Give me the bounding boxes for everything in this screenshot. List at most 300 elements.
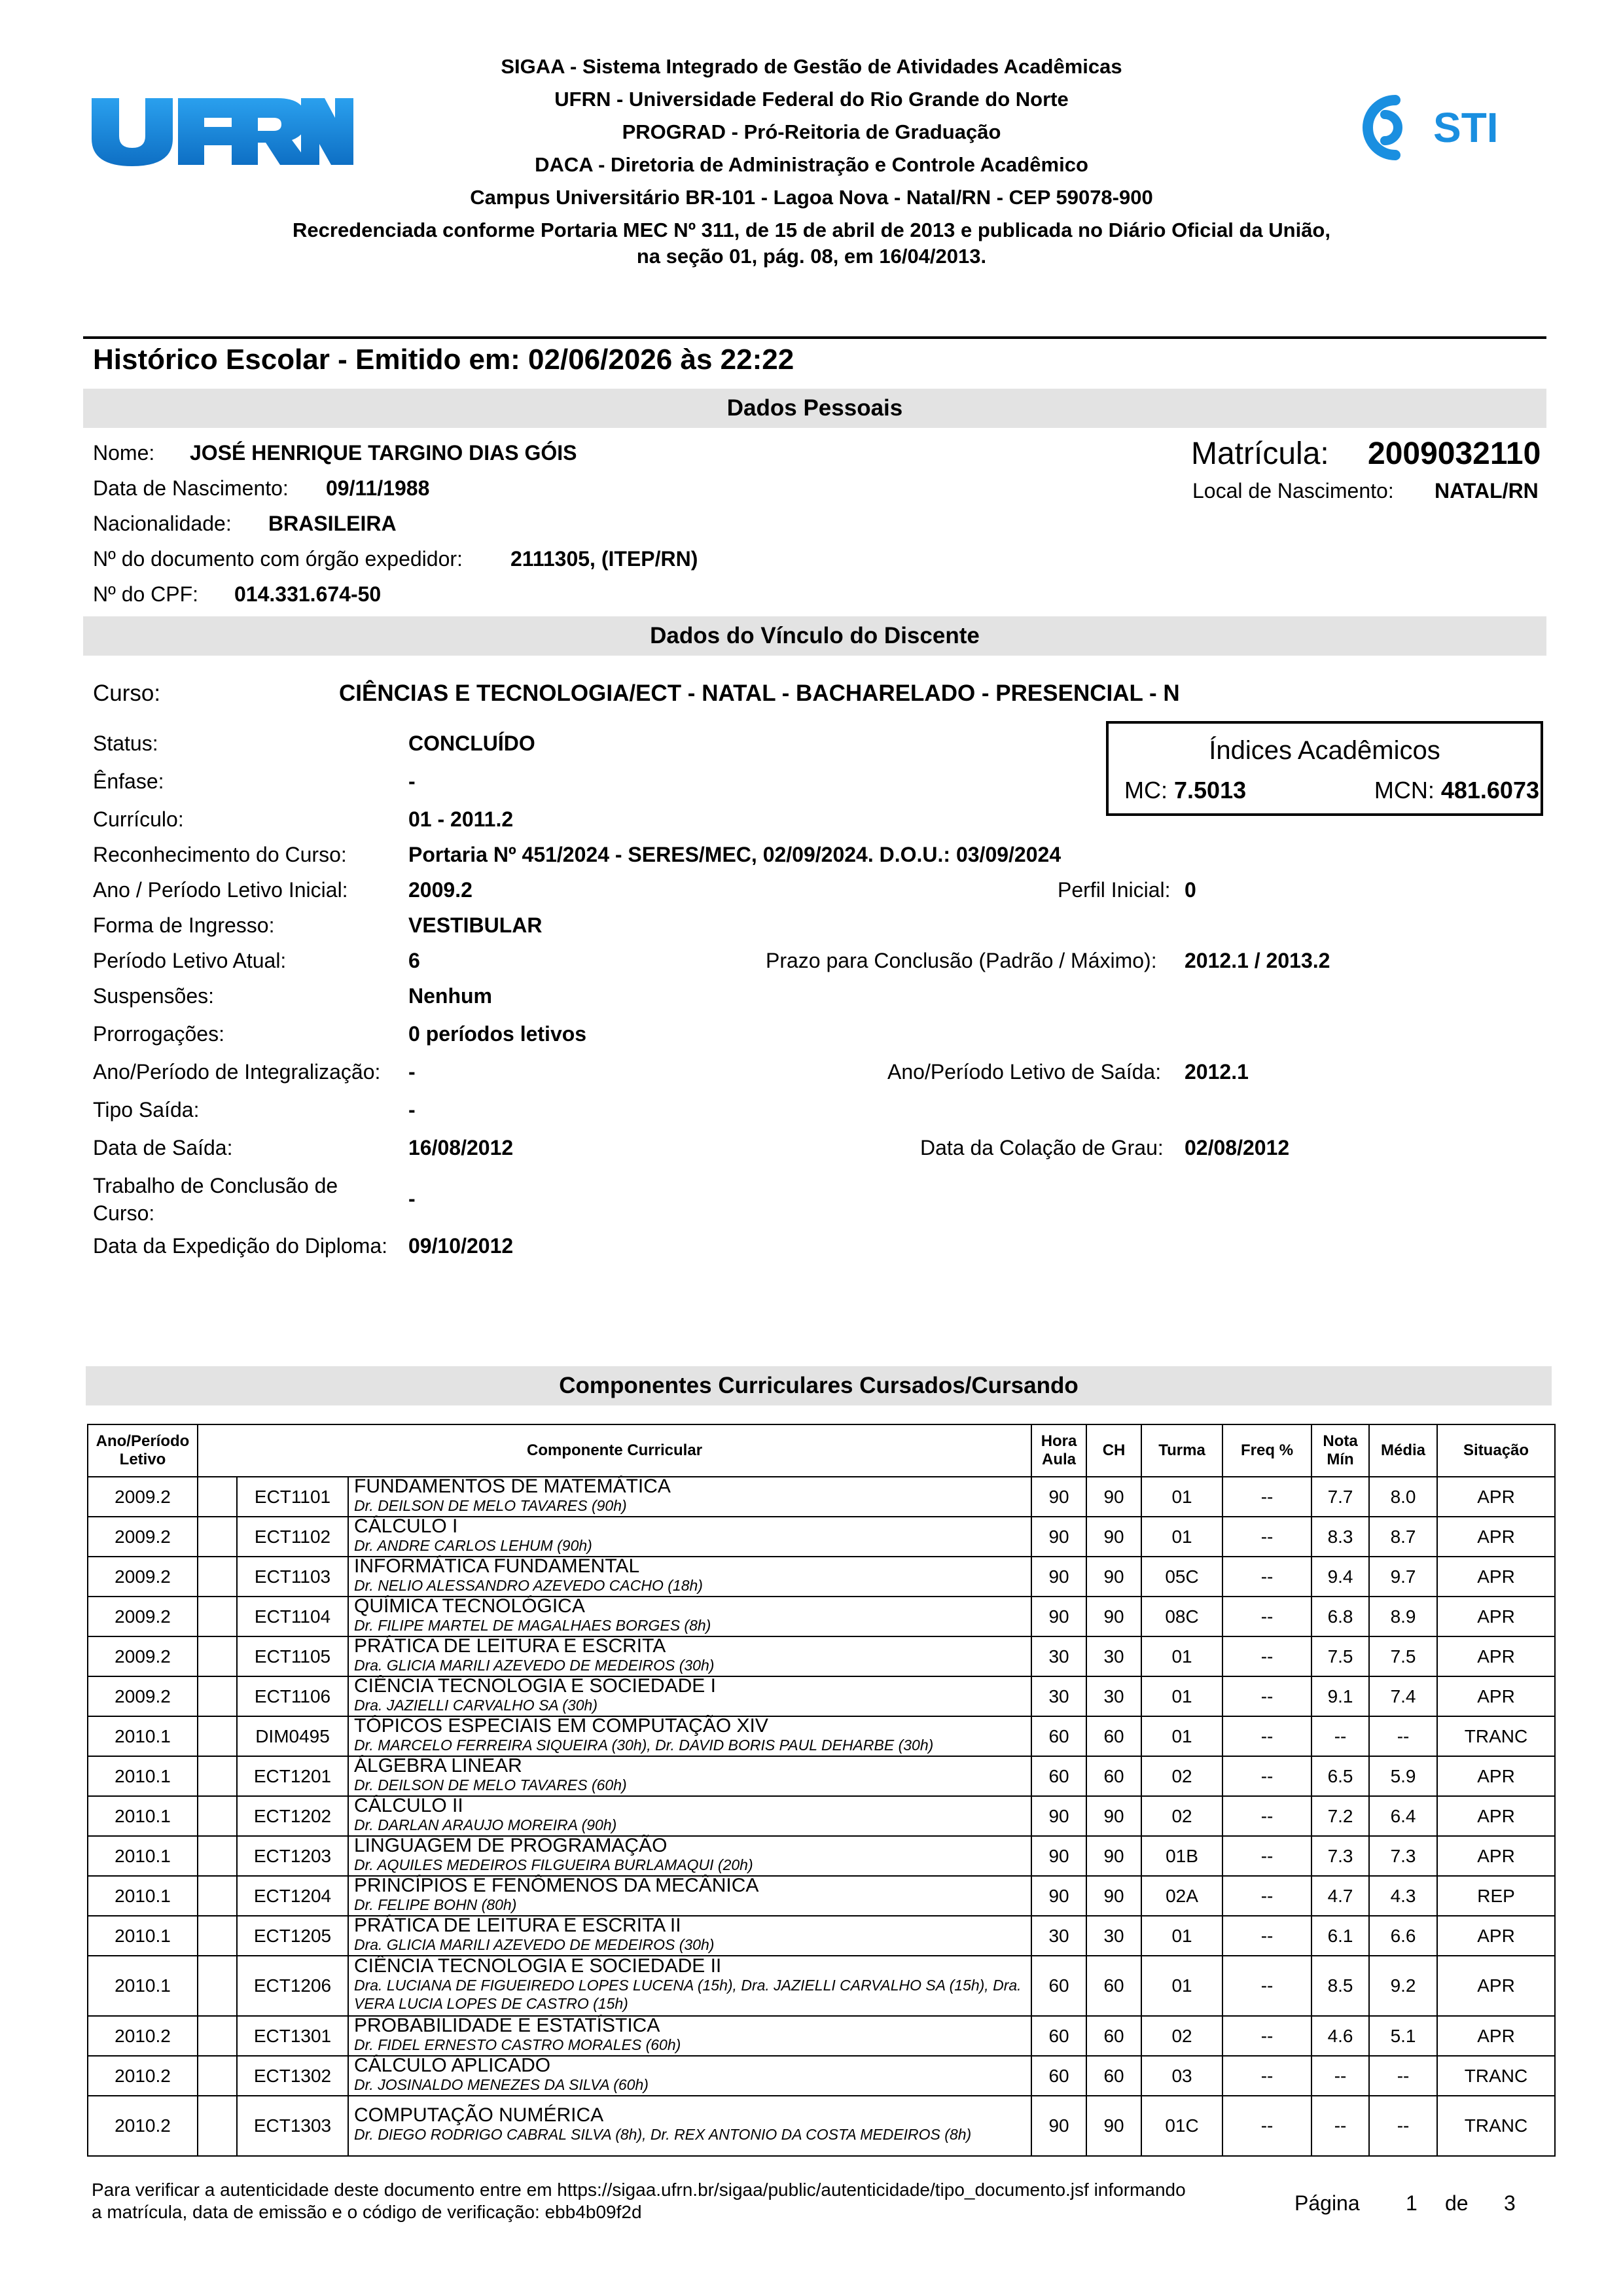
componente-docente: Dra. GLICIA MARILI AZEVEDO DE MEDEIROS (30h) xyxy=(354,1656,715,1674)
componente-cell xyxy=(348,1597,1031,1636)
nota-min-cell: 8.5 xyxy=(1311,1956,1369,2016)
turma-cell: 02 xyxy=(1141,1796,1222,1836)
media-cell: -- xyxy=(1369,2056,1437,2096)
nota-min-cell: 6.5 xyxy=(1311,1756,1369,1796)
turma-cell: 02A xyxy=(1141,1876,1222,1916)
ano-cell: 2010.1 xyxy=(88,1756,198,1796)
freq-cell: -- xyxy=(1222,1836,1311,1876)
nota-min-cell: -- xyxy=(1311,2056,1369,2096)
table-row xyxy=(88,1876,1555,1916)
ano-cell: 2009.2 xyxy=(88,1557,198,1597)
componente-docente: Dra. JAZIELLI CARVALHO SA (30h) xyxy=(354,1696,597,1714)
turma-cell: 02 xyxy=(1141,2016,1222,2056)
componente-nome: PRÁTICA DE LEITURA E ESCRITA xyxy=(354,1634,666,1657)
ano-inicial-label: Ano / Período Letivo Inicial: xyxy=(93,878,348,902)
freq-cell: -- xyxy=(1222,1517,1311,1557)
table-row xyxy=(88,1477,1555,1517)
pagina-label: Página xyxy=(1294,2191,1360,2215)
turma-cell: 01 xyxy=(1141,1517,1222,1557)
flag-cell xyxy=(198,1796,237,1836)
componente-docente: Dr. DIEGO RODRIGO CABRAL SILVA (8h), Dr. REX ANTONIO DA COSTA MEDEIROS (8h) xyxy=(354,2126,972,2143)
codigo-cell: ECT1202 xyxy=(237,1796,348,1836)
turma-cell: 02 xyxy=(1141,1756,1222,1796)
forma-ingresso-label: Forma de Ingresso: xyxy=(93,913,275,937)
componente-nome: QUÍMICA TECNOLÓGICA xyxy=(354,1595,585,1617)
header-line-prograd: PROGRAD - Pró-Reitoria de Graduação xyxy=(622,120,1001,143)
nota-min-cell: 9.4 xyxy=(1311,1557,1369,1597)
mc-label: MC: xyxy=(1124,777,1168,804)
col-ch: CH xyxy=(1086,1424,1141,1477)
ano-cell: 2010.1 xyxy=(88,1956,198,2016)
prorrogacoes-value: 0 períodos letivos xyxy=(408,1022,587,1046)
freq-cell: -- xyxy=(1222,1956,1311,2016)
componente-nome: PRÁTICA DE LEITURA E ESCRITA II xyxy=(354,1914,681,1936)
componente-nome: FUNDAMENTOS DE MATEMÁTICA xyxy=(354,1475,671,1497)
nota-min-cell: 7.2 xyxy=(1311,1796,1369,1836)
table-row xyxy=(88,1676,1555,1716)
ch-cell: 60 xyxy=(1086,1716,1141,1756)
componente-nome: TÓPICOS ESPECIAIS EM COMPUTAÇÃO XIV xyxy=(354,1714,768,1737)
componente-docente: Dr. NELIO ALESSANDRO AZEVEDO CACHO (18h) xyxy=(354,1576,703,1594)
media-cell: 8.9 xyxy=(1369,1597,1437,1636)
turma-cell: 01 xyxy=(1141,1676,1222,1716)
status-label: Status: xyxy=(93,732,158,755)
freq-cell: -- xyxy=(1222,1676,1311,1716)
table-row xyxy=(88,2016,1555,2056)
componente-cell xyxy=(348,2096,1031,2156)
turma-cell: 01B xyxy=(1141,1836,1222,1876)
codigo-cell: ECT1104 xyxy=(237,1597,348,1636)
data-saida-label: Data de Saída: xyxy=(93,1136,233,1159)
situacao-cell: APR xyxy=(1437,1517,1555,1557)
componente-nome: LINGUAGEM DE PROGRAMAÇÃO xyxy=(354,1834,668,1856)
ch-cell: 90 xyxy=(1086,1557,1141,1597)
col-nota-min-line1: Nota xyxy=(1323,1432,1358,1450)
title-rule xyxy=(83,336,1546,339)
ch-cell: 90 xyxy=(1086,1477,1141,1517)
pagina-de-label: de xyxy=(1445,2191,1469,2215)
componente-cell xyxy=(348,1636,1031,1676)
componente-cell xyxy=(348,1916,1031,1956)
ch-cell: 60 xyxy=(1086,2056,1141,2096)
turma-cell: 08C xyxy=(1141,1597,1222,1636)
mcn-value: 481.6073 xyxy=(1440,777,1539,804)
data-saida-value: 16/08/2012 xyxy=(408,1136,514,1159)
table-row xyxy=(88,1557,1555,1597)
flag-cell xyxy=(198,1517,237,1557)
codigo-cell: ECT1101 xyxy=(237,1477,348,1517)
componente-docente: Dr. FELIPE BOHN (80h) xyxy=(354,1896,517,1913)
header-line-sigaa: SIGAA - Sistema Integrado de Gestão de Atividades Acadêmicas xyxy=(501,55,1122,78)
codigo-cell: ECT1102 xyxy=(237,1517,348,1557)
col-hora-aula-line1: Hora xyxy=(1041,1432,1077,1450)
componente-cell xyxy=(348,1836,1031,1876)
prazo-conclusao-label: Prazo para Conclusão (Padrão / Máximo): xyxy=(766,949,1157,972)
components-table xyxy=(87,1424,1556,2157)
hora-aula-cell: 90 xyxy=(1031,1517,1086,1557)
flag-cell xyxy=(198,1597,237,1636)
nota-min-cell: 4.7 xyxy=(1311,1876,1369,1916)
hora-aula-cell: 90 xyxy=(1031,1477,1086,1517)
ch-cell: 90 xyxy=(1086,1836,1141,1876)
nacionalidade-label: Nacionalidade: xyxy=(93,512,232,535)
nota-min-cell: -- xyxy=(1311,1716,1369,1756)
integralizacao-value: - xyxy=(408,1060,416,1084)
mc-index xyxy=(1124,776,1246,805)
media-cell: 8.7 xyxy=(1369,1517,1437,1557)
suspensoes-value: Nenhum xyxy=(408,984,492,1008)
hora-aula-cell: 60 xyxy=(1031,2056,1086,2096)
ano-inicial-value: 2009.2 xyxy=(408,878,473,902)
nascimento-value: 09/11/1988 xyxy=(326,476,430,500)
nome-label: Nome: xyxy=(93,441,155,465)
freq-cell: -- xyxy=(1222,2056,1311,2096)
flag-cell xyxy=(198,2056,237,2096)
codigo-cell: ECT1105 xyxy=(237,1636,348,1676)
table-row xyxy=(88,1916,1555,1956)
componente-nome: PROBABILIDADE E ESTATÍSTICA xyxy=(354,2014,660,2036)
ch-cell: 90 xyxy=(1086,1876,1141,1916)
codigo-cell: ECT1302 xyxy=(237,2056,348,2096)
header-line-secao: na seção 01, pág. 08, em 16/04/2013. xyxy=(636,245,987,268)
componente-cell xyxy=(348,1517,1031,1557)
hora-aula-cell: 30 xyxy=(1031,1676,1086,1716)
media-cell: 8.0 xyxy=(1369,1477,1437,1517)
pagina-total: 3 xyxy=(1504,2191,1516,2215)
col-hora-aula xyxy=(1031,1424,1086,1477)
perfil-inicial-label: Perfil Inicial: xyxy=(1058,878,1171,902)
documento-label: Nº do documento com órgão expedidor: xyxy=(93,547,463,571)
table-row xyxy=(88,1597,1555,1636)
componente-docente: Dr. DEILSON DE MELO TAVARES (90h) xyxy=(354,1496,627,1514)
freq-cell: -- xyxy=(1222,1916,1311,1956)
freq-cell: -- xyxy=(1222,1716,1311,1756)
nome-value: JOSÉ HENRIQUE TARGINO DIAS GÓIS xyxy=(190,441,577,465)
turma-cell: 01 xyxy=(1141,1636,1222,1676)
expedicao-diploma-value: 09/10/2012 xyxy=(408,1234,514,1258)
media-cell: 5.9 xyxy=(1369,1756,1437,1796)
turma-cell: 01C xyxy=(1141,2096,1222,2156)
curso-value: CIÊNCIAS E TECNOLOGIA/ECT - NATAL - BACHARELADO - PRESENCIAL - N xyxy=(339,680,1180,706)
colacao-grau-value: 02/08/2012 xyxy=(1185,1136,1290,1159)
situacao-cell: APR xyxy=(1437,1916,1555,1956)
reconhecimento-label: Reconhecimento do Curso: xyxy=(93,843,347,866)
mc-value: 7.5013 xyxy=(1174,777,1247,804)
turma-cell: 01 xyxy=(1141,1716,1222,1756)
situacao-cell: TRANC xyxy=(1437,2096,1555,2156)
indices-academicos-box xyxy=(1106,721,1543,816)
ch-cell: 30 xyxy=(1086,1676,1141,1716)
hora-aula-cell: 60 xyxy=(1031,1956,1086,2016)
componente-cell xyxy=(348,1676,1031,1716)
codigo-cell: ECT1106 xyxy=(237,1676,348,1716)
componente-cell xyxy=(348,1477,1031,1517)
flag-cell xyxy=(198,1676,237,1716)
ano-cell: 2009.2 xyxy=(88,1636,198,1676)
situacao-cell: APR xyxy=(1437,1756,1555,1796)
document-title: Histórico Escolar - Emitido em: 02/06/2026 às 22:22 xyxy=(93,344,794,376)
reconhecimento-value: Portaria Nº 451/2024 - SERES/MEC, 02/09/2024. D.O.U.: 03/09/2024 xyxy=(408,843,1061,866)
flag-cell xyxy=(198,2096,237,2156)
pagina-number: 1 xyxy=(1406,2191,1418,2215)
componente-docente: Dr. FILIPE MARTEL DE MAGALHAES BORGES (8h) xyxy=(354,1616,711,1634)
componente-nome: CÁLCULO APLICADO xyxy=(354,2054,551,2076)
col-ano-periodo xyxy=(88,1424,198,1477)
componente-cell xyxy=(348,1876,1031,1916)
componente-nome: ÁLGEBRA LINEAR xyxy=(354,1754,522,1776)
col-freq: Freq % xyxy=(1222,1424,1311,1477)
situacao-cell: TRANC xyxy=(1437,1716,1555,1756)
ano-cell: 2010.2 xyxy=(88,2056,198,2096)
hora-aula-cell: 90 xyxy=(1031,1836,1086,1876)
nota-min-cell: 8.3 xyxy=(1311,1517,1369,1557)
hora-aula-cell: 90 xyxy=(1031,1876,1086,1916)
turma-cell: 05C xyxy=(1141,1557,1222,1597)
nota-min-cell: 4.6 xyxy=(1311,2016,1369,2056)
tipo-saida-label: Tipo Saída: xyxy=(93,1098,200,1122)
tcc-label-line1: Trabalho de Conclusão de xyxy=(93,1174,338,1197)
ano-cell: 2010.1 xyxy=(88,1916,198,1956)
ch-cell: 90 xyxy=(1086,1517,1141,1557)
componente-docente: Dr. ANDRE CARLOS LEHUM (90h) xyxy=(354,1536,592,1554)
forma-ingresso-value: VESTIBULAR xyxy=(408,913,543,937)
flag-cell xyxy=(198,1756,237,1796)
componente-docente: Dr. FIDEL ERNESTO CASTRO MORALES (60h) xyxy=(354,2036,681,2053)
nota-min-cell: 6.8 xyxy=(1311,1597,1369,1636)
situacao-cell: TRANC xyxy=(1437,2056,1555,2096)
componente-cell xyxy=(348,1796,1031,1836)
nota-min-cell: 7.7 xyxy=(1311,1477,1369,1517)
freq-cell: -- xyxy=(1222,2016,1311,2056)
prazo-conclusao-value: 2012.1 / 2013.2 xyxy=(1185,949,1330,972)
cpf-label: Nº do CPF: xyxy=(93,582,199,606)
situacao-cell: APR xyxy=(1437,1796,1555,1836)
freq-cell: -- xyxy=(1222,1477,1311,1517)
flag-cell xyxy=(198,1557,237,1597)
table-row xyxy=(88,1836,1555,1876)
componente-docente: Dr. DARLAN ARAUJO MOREIRA (90h) xyxy=(354,1816,617,1833)
matricula-value: 2009032110 xyxy=(1368,436,1541,471)
mcn-label: MCN: xyxy=(1374,777,1435,804)
local-nascimento-value: NATAL/RN xyxy=(1435,479,1539,503)
header-line-recredenciada: Recredenciada conforme Portaria MEC Nº 311, de 15 de abril de 2013 e publicada no Diário Oficial da União, xyxy=(293,219,1330,241)
perfil-inicial-value: 0 xyxy=(1185,878,1196,902)
nascimento-label: Data de Nascimento: xyxy=(93,476,289,500)
nacionalidade-value: BRASILEIRA xyxy=(268,512,397,535)
ano-cell: 2009.2 xyxy=(88,1517,198,1557)
hora-aula-cell: 90 xyxy=(1031,1597,1086,1636)
freq-cell: -- xyxy=(1222,1636,1311,1676)
table-row xyxy=(88,1756,1555,1796)
col-ano-periodo-line1: Ano/Período xyxy=(96,1432,190,1450)
hora-aula-cell: 90 xyxy=(1031,1557,1086,1597)
codigo-cell: ECT1301 xyxy=(237,2016,348,2056)
freq-cell: -- xyxy=(1222,1796,1311,1836)
table-row xyxy=(88,1636,1555,1676)
footer-verify-line2: a matrícula, data de emissão e o código de verificação: ebb4b09f2d xyxy=(92,2202,642,2222)
componente-cell xyxy=(348,1716,1031,1756)
flag-cell xyxy=(198,1636,237,1676)
periodo-saida-label: Ano/Período Letivo de Saída: xyxy=(887,1060,1162,1084)
ch-cell: 30 xyxy=(1086,1916,1141,1956)
hora-aula-cell: 60 xyxy=(1031,1716,1086,1756)
hora-aula-cell: 60 xyxy=(1031,2016,1086,2056)
col-nota-min xyxy=(1311,1424,1369,1477)
ch-cell: 90 xyxy=(1086,1796,1141,1836)
flag-cell xyxy=(198,1836,237,1876)
ano-cell: 2009.2 xyxy=(88,1676,198,1716)
situacao-cell: APR xyxy=(1437,1477,1555,1517)
periodo-atual-label: Período Letivo Atual: xyxy=(93,949,287,972)
situacao-cell: REP xyxy=(1437,1876,1555,1916)
freq-cell: -- xyxy=(1222,1876,1311,1916)
media-cell: -- xyxy=(1369,2096,1437,2156)
codigo-cell: ECT1206 xyxy=(237,1956,348,2016)
ano-cell: 2009.2 xyxy=(88,1597,198,1636)
componente-nome: CÁLCULO II xyxy=(354,1794,463,1816)
componente-docente: Dra. GLICIA MARILI AZEVEDO DE MEDEIROS (30h) xyxy=(354,1935,715,1953)
flag-cell xyxy=(198,1716,237,1756)
ch-cell: 60 xyxy=(1086,1956,1141,2016)
ano-cell: 2010.1 xyxy=(88,1716,198,1756)
freq-cell: -- xyxy=(1222,2096,1311,2156)
integralizacao-label: Ano/Período de Integralização: xyxy=(93,1060,381,1084)
componente-cell xyxy=(348,2056,1031,2096)
ano-cell: 2010.2 xyxy=(88,2016,198,2056)
turma-cell: 01 xyxy=(1141,1916,1222,1956)
componente-nome: CÁLCULO I xyxy=(354,1515,458,1537)
colacao-grau-label: Data da Colação de Grau: xyxy=(920,1136,1164,1159)
media-cell: 6.4 xyxy=(1369,1796,1437,1836)
flag-cell xyxy=(198,1876,237,1916)
codigo-cell: DIM0495 xyxy=(237,1716,348,1756)
periodo-atual-value: 6 xyxy=(408,949,420,972)
ano-cell: 2009.2 xyxy=(88,1477,198,1517)
situacao-cell: APR xyxy=(1437,1557,1555,1597)
table-row xyxy=(88,1796,1555,1836)
nota-min-cell: 9.1 xyxy=(1311,1676,1369,1716)
cpf-value: 014.331.674-50 xyxy=(234,582,382,606)
componente-docente: Dr. AQUILES MEDEIROS FILGUEIRA BURLAMAQUI (20h) xyxy=(354,1856,753,1873)
enfase-value: - xyxy=(408,769,416,793)
suspensoes-label: Suspensões: xyxy=(93,984,215,1008)
hora-aula-cell: 60 xyxy=(1031,1756,1086,1796)
ano-cell: 2010.1 xyxy=(88,1836,198,1876)
componente-nome: PRINCÍPIOS E FENÔMENOS DA MECÂNICA xyxy=(354,1874,759,1896)
header-line-ufrn: UFRN - Universidade Federal do Rio Grande do Norte xyxy=(554,88,1069,111)
nota-min-cell: 7.3 xyxy=(1311,1836,1369,1876)
media-cell: 7.3 xyxy=(1369,1836,1437,1876)
componente-cell xyxy=(348,1557,1031,1597)
hora-aula-cell: 90 xyxy=(1031,2096,1086,2156)
col-media: Média xyxy=(1369,1424,1437,1477)
section-componentes: Componentes Curriculares Cursados/Cursando xyxy=(86,1366,1552,1405)
flag-cell xyxy=(198,1477,237,1517)
hora-aula-cell: 90 xyxy=(1031,1796,1086,1836)
componente-nome: INFORMÁTICA FUNDAMENTAL xyxy=(354,1555,640,1577)
local-nascimento-label: Local de Nascimento: xyxy=(1192,479,1394,503)
flag-cell xyxy=(198,1916,237,1956)
ano-cell: 2010.2 xyxy=(88,2096,198,2156)
situacao-cell: APR xyxy=(1437,1676,1555,1716)
ch-cell: 90 xyxy=(1086,1597,1141,1636)
codigo-cell: ECT1103 xyxy=(237,1557,348,1597)
table-row xyxy=(88,1716,1555,1756)
enfase-label: Ênfase: xyxy=(93,769,164,793)
mcn-index xyxy=(1374,776,1539,805)
col-ano-periodo-line2: Letivo xyxy=(119,1451,166,1468)
componente-docente: Dr. MARCELO FERREIRA SIQUEIRA (30h), Dr. DAVID BORIS PAUL DEHARBE (30h) xyxy=(354,1736,934,1754)
prorrogacoes-label: Prorrogações: xyxy=(93,1022,224,1046)
periodo-saida-value: 2012.1 xyxy=(1185,1060,1249,1084)
freq-cell: -- xyxy=(1222,1557,1311,1597)
codigo-cell: ECT1203 xyxy=(237,1836,348,1876)
hora-aula-cell: 30 xyxy=(1031,1636,1086,1676)
componente-docente: Dra. LUCIANA DE FIGUEIREDO LOPES LUCENA (15h), Dra. JAZIELLI CARVALHO SA (15h), Dra. VERA LUCIA LOPES DE CASTRO (15h) xyxy=(354,1977,1022,2012)
curriculo-value: 01 - 2011.2 xyxy=(408,807,514,831)
ch-cell: 60 xyxy=(1086,2016,1141,2056)
media-cell: 4.3 xyxy=(1369,1876,1437,1916)
curriculo-label: Currículo: xyxy=(93,807,184,831)
table-row xyxy=(88,2096,1555,2156)
ch-cell: 30 xyxy=(1086,1636,1141,1676)
section-dados-pessoais: Dados Pessoais xyxy=(83,389,1546,428)
ano-cell: 2010.1 xyxy=(88,1796,198,1836)
media-cell: -- xyxy=(1369,1716,1437,1756)
situacao-cell: APR xyxy=(1437,1836,1555,1876)
situacao-cell: APR xyxy=(1437,2016,1555,2056)
tcc-value: - xyxy=(408,1187,416,1210)
col-situacao: Situação xyxy=(1437,1424,1555,1477)
ch-cell: 60 xyxy=(1086,1756,1141,1796)
situacao-cell: APR xyxy=(1437,1956,1555,2016)
col-turma: Turma xyxy=(1141,1424,1222,1477)
media-cell: 9.7 xyxy=(1369,1557,1437,1597)
media-cell: 6.6 xyxy=(1369,1916,1437,1956)
componente-cell xyxy=(348,1956,1031,2016)
tipo-saida-value: - xyxy=(408,1098,416,1122)
componente-docente: Dr. JOSINALDO MENEZES DA SILVA (60h) xyxy=(354,2075,649,2093)
codigo-cell: ECT1204 xyxy=(237,1876,348,1916)
media-cell: 9.2 xyxy=(1369,1956,1437,2016)
status-value: CONCLUÍDO xyxy=(408,732,535,755)
flag-cell xyxy=(198,2016,237,2056)
media-cell: 7.5 xyxy=(1369,1636,1437,1676)
ch-cell: 90 xyxy=(1086,2096,1141,2156)
matricula-label: Matrícula: xyxy=(1191,436,1329,471)
section-dados-vinculo: Dados do Vínculo do Discente xyxy=(83,616,1546,656)
situacao-cell: APR xyxy=(1437,1597,1555,1636)
codigo-cell: ECT1205 xyxy=(237,1916,348,1956)
componente-nome: COMPUTAÇÃO NUMÉRICA xyxy=(354,2104,604,2126)
hora-aula-cell: 30 xyxy=(1031,1916,1086,1956)
freq-cell: -- xyxy=(1222,1597,1311,1636)
col-hora-aula-line2: Aula xyxy=(1042,1451,1077,1468)
turma-cell: 01 xyxy=(1141,1477,1222,1517)
table-row xyxy=(88,1956,1555,2016)
header-line-daca: DACA - Diretoria de Administração e Controle Acadêmico xyxy=(535,153,1088,176)
nota-min-cell: -- xyxy=(1311,2096,1369,2156)
componente-cell xyxy=(348,1756,1031,1796)
nota-min-cell: 7.5 xyxy=(1311,1636,1369,1676)
codigo-cell: ECT1201 xyxy=(237,1756,348,1796)
indices-title: Índices Acadêmicos xyxy=(1209,736,1440,765)
col-componente: Componente Curricular xyxy=(198,1424,1031,1477)
svg-text:STI: STI xyxy=(1433,104,1499,151)
ano-cell: 2010.1 xyxy=(88,1876,198,1916)
componente-nome: CIÊNCIA TECNOLOGIA E SOCIEDADE I xyxy=(354,1674,716,1697)
turma-cell: 03 xyxy=(1141,2056,1222,2096)
